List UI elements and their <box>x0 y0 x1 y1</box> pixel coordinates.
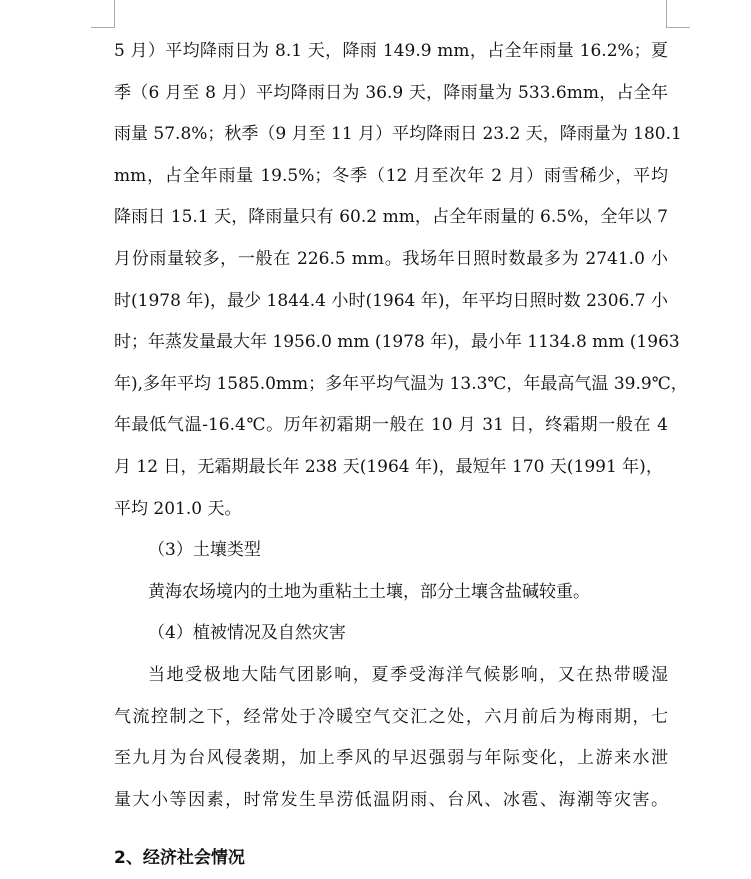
climate-line: 降雨日 15.1 天，降雨量只有 60.2 mm，占全年雨量的 6.5%，全年以 7 <box>114 207 668 228</box>
climate-line: 5 月）平均降雨日为 8.1 天，降雨 149.9 mm，占全年雨量 16.2%；夏 <box>114 41 668 61</box>
climate-line: 平均 201.0 天。 <box>114 498 242 519</box>
vegetation-paragraph <box>114 655 668 821</box>
climate-line: 年最低气温-16.4℃。历年初霜期一般在 10 月 31 日，终霜期一般在 4 <box>114 415 668 436</box>
section-heading: 2、经济社会情况 <box>114 848 245 868</box>
soil-heading: （3）土壤类型 <box>148 540 261 561</box>
crop-mark-top-right-vertical <box>666 0 667 28</box>
climate-line: 雨量 57.8%；秋季（9 月至 11 月）平均降雨日 23.2 天，降雨量为 180.1 <box>114 124 682 145</box>
vegetation-line: 量大小等因素，时常发生旱涝低温阴雨、台风、冰雹、海潮等灾害。 <box>114 789 668 810</box>
document-page <box>114 31 688 821</box>
climate-line: 月份雨量较多，一般在 226.5 mm。我场年日照时数最多为 2741.0 小 <box>114 248 668 269</box>
vegetation-line: 当地受极地大陆气团影响，夏季受海洋气候影响，又在热带暖湿 <box>148 664 668 685</box>
climate-paragraph <box>114 31 688 530</box>
crop-mark-top-right-horizontal <box>666 27 690 28</box>
vegetation-line: 气流控制之下，经常处于冷暖空气交汇之处，六月前后为梅雨期，七 <box>114 706 668 727</box>
vegetation-heading: （4）植被情况及自然灾害 <box>148 623 346 644</box>
climate-line: 时；年蒸发量最大年 1956.0 mm (1978 年)，最小年 1134.8 mm (1963 <box>114 332 680 353</box>
crop-mark-top-left-horizontal <box>91 27 115 28</box>
climate-line: 季（6 月至 8 月）平均降雨日为 36.9 天，降雨量为 533.6mm，占全年 <box>114 82 668 103</box>
climate-line: 年),多年平均 1585.0mm；多年平均气温为 13.3℃，年最高气温 39.9℃， <box>114 373 688 394</box>
climate-line: 时(1978 年)，最少 1844.4 小时(1964 年)，年平均日照时数 2306.7 小 <box>114 290 668 311</box>
climate-line: mm，占全年雨量 19.5%；冬季（12 月至次年 2 月）雨雪稀少，平均 <box>114 165 668 186</box>
climate-line: 月 12 日，无霜期最长年 238 天(1964 年)，最短年 170 天(1991 年)， <box>114 456 663 477</box>
crop-mark-top-left-vertical <box>114 0 115 28</box>
vegetation-line: 至九月为台风侵袭期，加上季风的早迟强弱与年际变化，上游来水泄 <box>114 748 668 769</box>
soil-paragraph: 黄海农场境内的土地为重粘土土壤，部分土壤含盐碱较重。 <box>148 581 590 602</box>
